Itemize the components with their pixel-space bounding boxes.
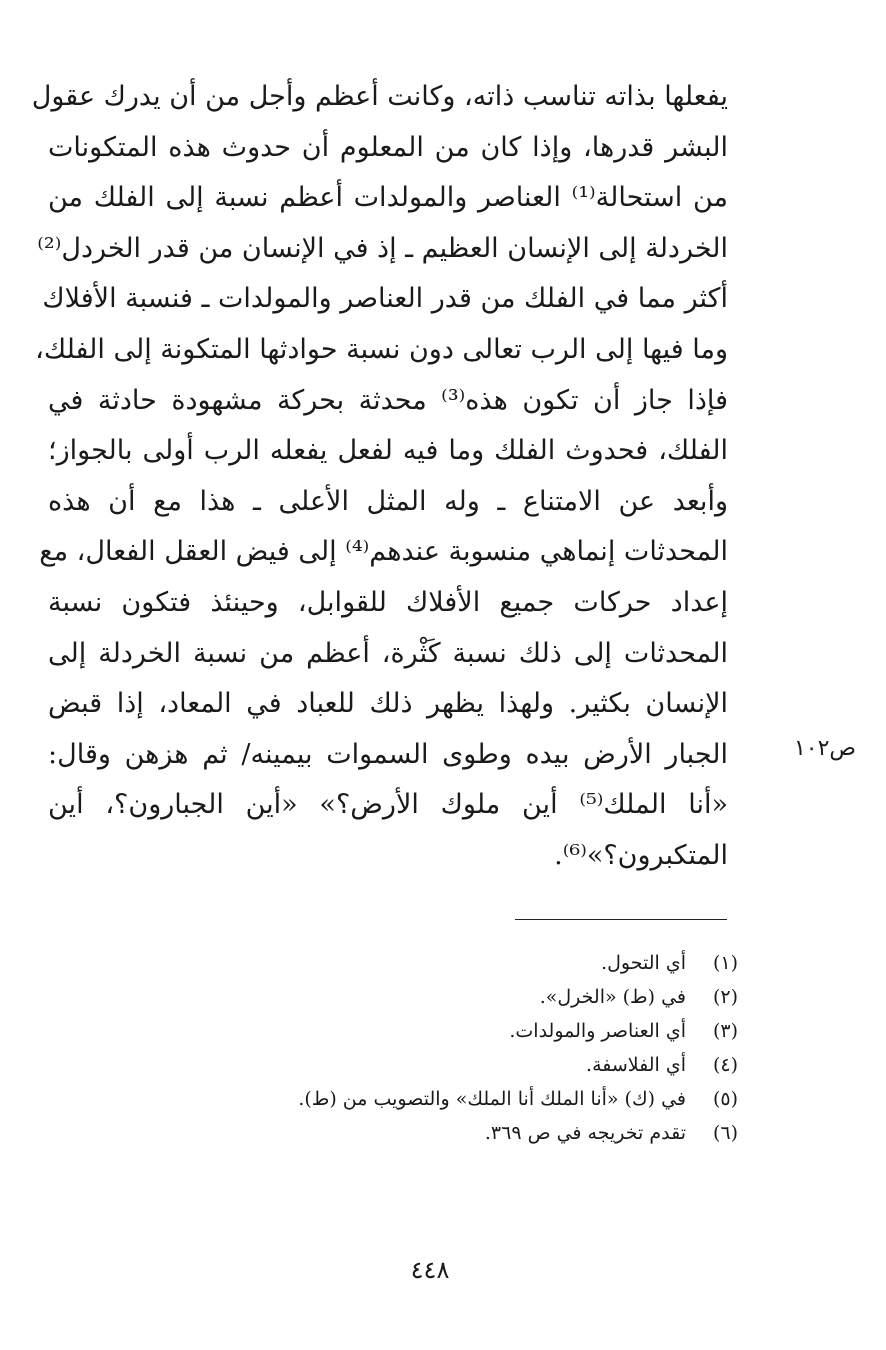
body-line: الإنسان بكثير. ولهذا يظهر ذلك للعباد في المعاد، إذا قبض	[48, 688, 728, 720]
body-line: وأبعد عن الامتناع ـ وله المثل الأعلى ـ هذا مع أن هذه	[48, 485, 728, 517]
footnote-item	[200, 952, 738, 986]
body-line: المحدثات إلى ذلك نسبة كَثْرة، أعظم من نسبة الخردلة إلى	[48, 637, 728, 669]
body-text	[31, 72, 728, 882]
footnote-number: (١)	[712, 952, 738, 974]
body-line: الجبار الأرض بيده وطوى السموات بيمينه/ ثم هزهن وقال:	[48, 738, 728, 770]
footnote-item	[200, 1122, 738, 1156]
footnote-number: (٢)	[712, 986, 738, 1008]
footnote-item	[200, 986, 738, 1020]
footnote-text: أي العناصر والمولدات.	[509, 1020, 686, 1042]
page-number: ٤٤٨	[410, 1256, 450, 1284]
footnote-number: (٥)	[712, 1088, 738, 1110]
footnote-number: (٣)	[712, 1020, 738, 1042]
footnotes	[200, 952, 738, 1156]
body-line: المحدثات إنماهي منسوبة عندهم⁽⁴⁾ إلى فيض العقل الفعال، مع	[39, 536, 728, 568]
body-line: وما فيها إلى الرب تعالى دون نسبة حوادثها المتكونة إلى الفلك،	[35, 333, 728, 365]
margin-page-reference: ص١٠٢	[793, 736, 856, 761]
footnote-number: (٤)	[712, 1054, 738, 1076]
footnote-text: أي الفلاسفة.	[586, 1054, 686, 1076]
footnote-text: أي التحول.	[601, 952, 686, 974]
footnote-item	[200, 1088, 738, 1122]
footnote-item	[200, 1020, 738, 1054]
footnote-text: في (ط) «الخرل».	[539, 986, 686, 1008]
footnote-number: (٦)	[712, 1122, 738, 1144]
footnote-divider	[515, 919, 727, 920]
body-line: فإذا جاز أن تكون هذه⁽³⁾ محدثة بحركة مشهودة حادثة في	[48, 384, 728, 416]
body-line: إعداد حركات جميع الأفلاك للقوابل، وحينئذ فتكون نسبة	[48, 586, 728, 618]
body-line: يفعلها بذاته تناسب ذاته، وكانت أعظم وأجل من أن يدرك عقول	[31, 81, 728, 112]
footnote-text: تقدم تخريجه في ص ٣٦٩.	[484, 1122, 686, 1144]
body-line: الفلك، فحدوث الفلك وما فيه لفعل يفعله الرب أولى بالجواز؛	[48, 435, 728, 467]
body-line: «أنا الملك⁽⁵⁾ أين ملوك الأرض؟» «أين الجبارون؟، أين	[48, 789, 728, 821]
footnote-text: في (ك) «أنا الملك أنا الملك» والتصويب من (ط).	[298, 1088, 686, 1110]
body-line: الخردلة إلى الإنسان العظيم ـ إذ في الإنسان من قدر الخردل⁽²⁾	[37, 232, 728, 264]
body-line: البشر قدرها، وإذا كان من المعلوم أن حدوث هذه المتكونات	[48, 131, 728, 163]
body-line: المتكبرون؟»⁽⁶⁾.	[554, 839, 728, 871]
footnote-item	[200, 1054, 738, 1088]
body-line: من استحالة⁽¹⁾ العناصر والمولدات أعظم نسبة إلى الفلك من	[48, 182, 728, 214]
body-line: أكثر مما في الفلك من قدر العناصر والمولدات ـ فنسبة الأفلاك	[42, 283, 728, 315]
